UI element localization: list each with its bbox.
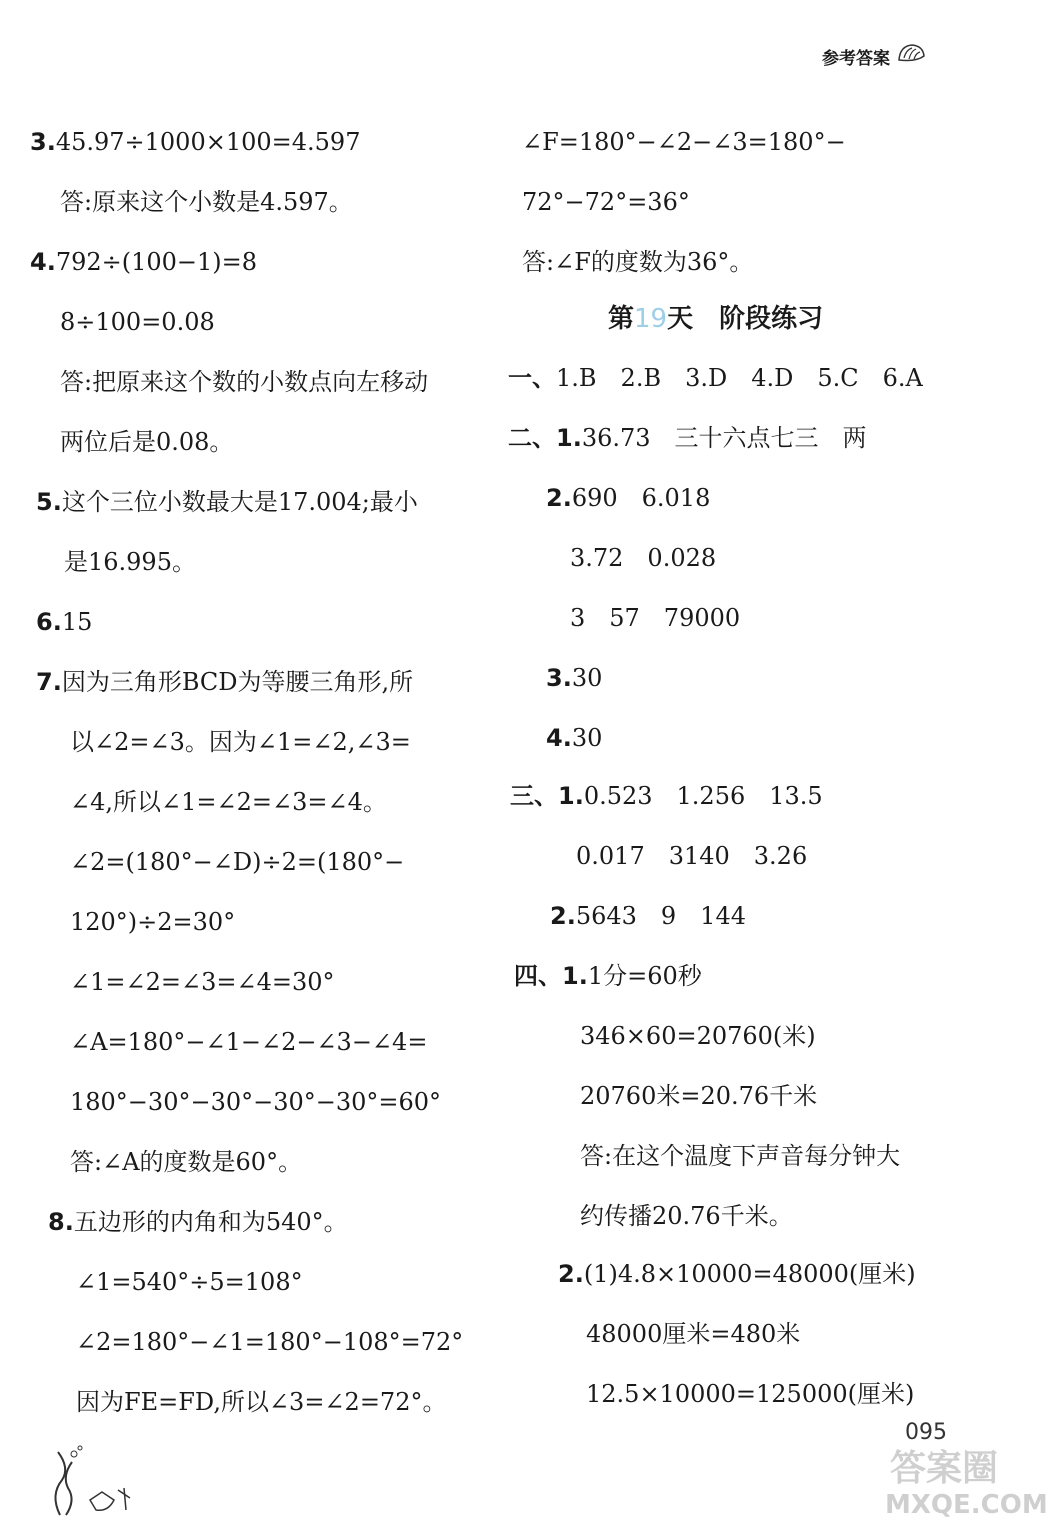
left-item-6: 6.15 [36, 608, 93, 636]
right-section-4: 四、1.1分=60秒 [514, 962, 702, 990]
right-line: 12.5×10000=125000(厘米) [586, 1380, 915, 1408]
left-line: 因为FE=FD,所以∠3=∠2=72°。 [76, 1388, 447, 1416]
header-title: 参考答案 [822, 49, 890, 69]
shell-icon [896, 42, 926, 64]
left-line: ∠1=540°÷5=108° [76, 1268, 303, 1296]
watermark-logo: 答案圈 [890, 1448, 999, 1489]
left-line: ∠A=180°−∠1−∠2−∠3−∠4= [70, 1028, 428, 1056]
right-item: 2.690 6.018 [546, 484, 711, 512]
right-line: 48000厘米=480米 [586, 1320, 801, 1348]
left-line: ∠2=(180°−∠D)÷2=(180°− [70, 848, 405, 876]
left-line: 8÷100=0.08 [60, 308, 215, 336]
day-section-title: 第19天 阶段练习 [608, 304, 824, 334]
left-line: 两位后是0.08。 [60, 428, 234, 456]
left-line: 答:把原来这个数的小数点向左移动 [60, 368, 429, 396]
left-item-3: 3.45.97÷1000×100=4.597 [30, 128, 361, 156]
left-line: 180°−30°−30°−30°−30°=60° [70, 1088, 442, 1116]
left-item-4: 4.792÷(100−1)=8 [30, 248, 258, 276]
right-section-2: 二、1.36.73 三十六点七三 两 [508, 424, 867, 452]
right-line: 0.017 3140 3.26 [576, 842, 808, 870]
left-line: 以∠2=∠3。因为∠1=∠2,∠3= [70, 728, 411, 756]
left-line: 是16.995。 [64, 548, 196, 576]
left-line: 120°)÷2=30° [70, 908, 236, 936]
page-number: 095 [905, 1420, 947, 1445]
right-item: 3.30 [546, 664, 603, 692]
seaweed-decoration-icon [40, 1440, 140, 1520]
left-line: ∠1=∠2=∠3=∠4=30° [70, 968, 335, 996]
left-line: ∠2=180°−∠1=180°−108°=72° [76, 1328, 464, 1356]
right-line: ∠F=180°−∠2−∠3=180°− [522, 128, 846, 156]
left-item-5: 5.这个三位小数最大是17.004;最小 [36, 488, 418, 516]
right-line: 3 57 79000 [570, 604, 741, 632]
right-line: 3.72 0.028 [570, 544, 717, 572]
right-line: 72°−72°=36° [522, 188, 690, 216]
right-line: 20760米=20.76千米 [580, 1082, 818, 1110]
left-line: ∠4,所以∠1=∠2=∠3=∠4。 [70, 788, 387, 816]
left-line: 答:∠A的度数是60°。 [70, 1148, 303, 1176]
left-line: 答:原来这个小数是4.597。 [60, 188, 353, 216]
right-line: 346×60=20760(米) [580, 1022, 816, 1050]
left-item-7: 7.因为三角形BCD为等腰三角形,所 [36, 668, 414, 696]
right-line: 答:在这个温度下声音每分钟大 [580, 1142, 901, 1170]
right-item: 2.(1)4.8×10000=48000(厘米) [558, 1260, 916, 1288]
right-section-1: 一、1.B 2.B 3.D 4.D 5.C 6.A [508, 364, 923, 392]
left-item-8: 8.五边形的内角和为540°。 [48, 1208, 348, 1236]
right-item: 2.5643 9 144 [550, 902, 746, 930]
watermark-url: MXQE.COM [885, 1490, 1048, 1520]
right-line: 约传播20.76千米。 [580, 1202, 793, 1230]
right-line: 答:∠F的度数为36°。 [522, 248, 754, 276]
right-section-3: 三、1.0.523 1.256 13.5 [510, 782, 823, 810]
right-item: 4.30 [546, 724, 603, 752]
